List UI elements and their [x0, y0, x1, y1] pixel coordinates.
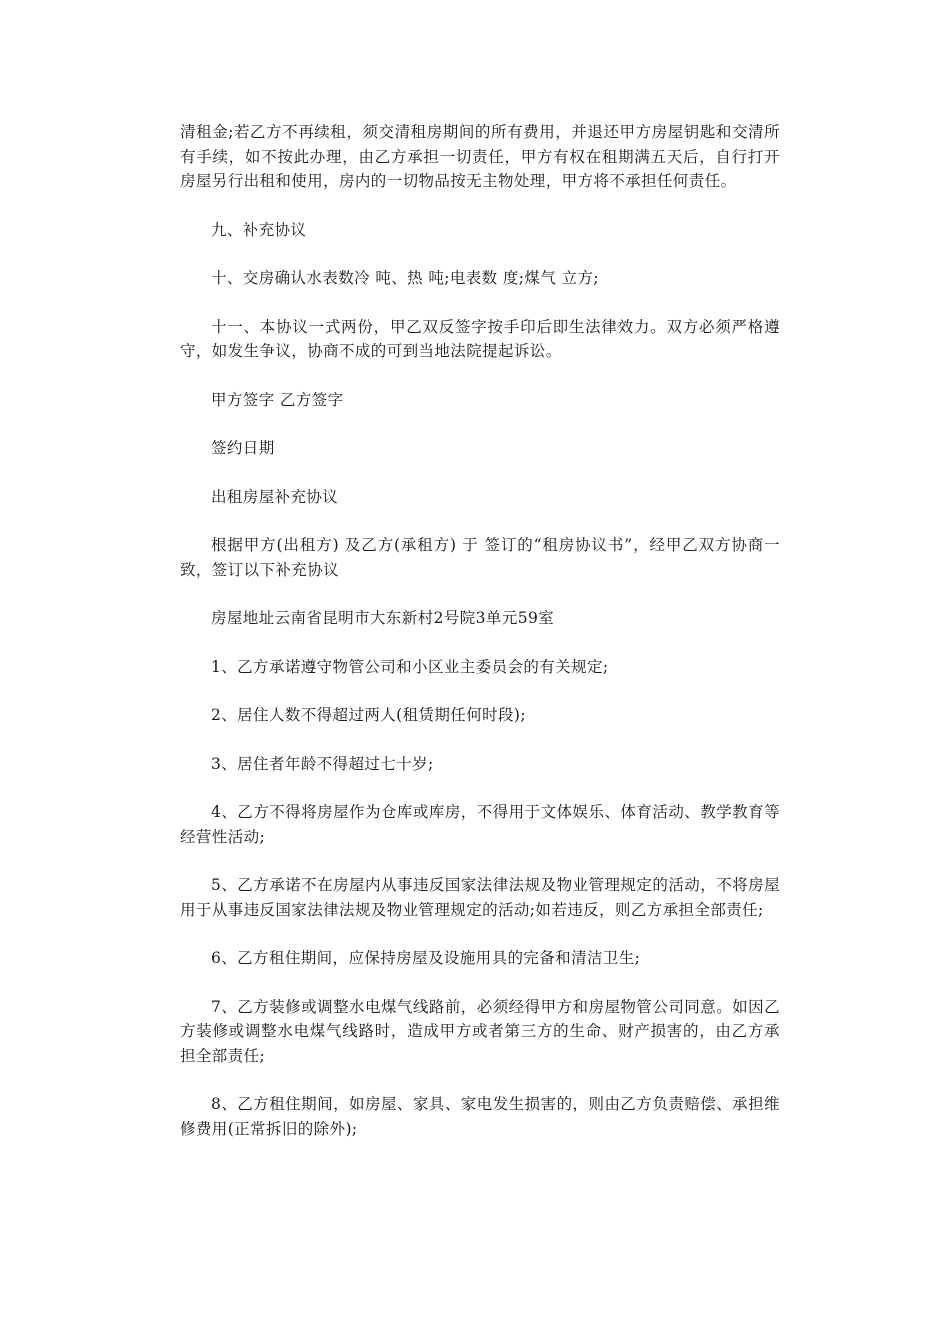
- paragraph-clause-3: 3、居住者年龄不得超过七十岁;: [211, 754, 434, 773]
- paragraph-lease-end-terms: 清租金;若乙方不再续租，须交清租房期间的所有费用，并退还甲方房屋钥匙和交清所有手续，如不按此办理，由乙方承担一切责任，甲方有权在租期满五天后，自行打开房屋另行出租和使用，房内的一切物品按无主物处理，甲方将不承担任何责任。: [180, 123, 780, 190]
- paragraph-supplementary-heading: 九、补充协议: [211, 220, 307, 239]
- paragraph-addendum-title: 出租房屋补充协议: [211, 487, 339, 506]
- paragraph-clause-7: 7、乙方装修或调整水电煤气线路前，必须经得甲方和房屋物管公司同意。如因乙方装修或调整水电煤气线路时，造成甲方或者第三方的生命、财产损害的，由乙方承担全部责任;: [180, 997, 780, 1065]
- paragraph-validity-clause: 十一、本协议一式两份，甲乙双反签字按手印后即生法律效力。双方必须严格遵守，如发生争议，协商不成的可到当地法院提起诉讼。: [180, 317, 780, 360]
- paragraph-signing-date: 签约日期: [211, 439, 275, 457]
- paragraph-addendum-preamble: 根据甲方(出租方) 及乙方(承租方) 于 签订的“租房协议书”，经甲乙双方协商一致，签订以下补充协议: [180, 536, 780, 579]
- paragraph-clause-2: 2、居住人数不得超过两人(租赁期任何时段);: [211, 706, 526, 724]
- paragraph-meter-readings: 十、交房确认水表数冷 吨、热 吨;电表数 度;煤气 立方;: [211, 269, 599, 287]
- paragraph-signatures: 甲方签字 乙方签字: [211, 390, 344, 409]
- paragraph-clause-4: 4、乙方不得将房屋作为仓库或库房，不得用于文体娱乐、体育活动、教学教育等经营性活动;: [180, 803, 780, 846]
- paragraph-clause-1: 1、乙方承诺遵守物管公司和小区业主委员会的有关规定;: [211, 657, 609, 676]
- document-body: [180, 120, 780, 1141]
- paragraph-property-address: 房屋地址云南省昆明市大东新村2号院3单元59室: [211, 609, 555, 627]
- paragraph-clause-5: 5、乙方承诺不在房屋内从事违反国家法律法规及物业管理规定的活动，不将房屋用于从事违反国家法律法规及物业管理规定的活动;如若违反，则乙方承担全部责任;: [180, 876, 780, 919]
- paragraph-clause-6: 6、乙方租住期间，应保持房屋及设施用具的完备和清洁卫生;: [211, 949, 641, 967]
- paragraph-clause-8: 8、乙方租住期间，如房屋、家具、家电发生损害的，则由乙方负责赔偿、承担维修费用(正常拆旧的除外);: [180, 1095, 780, 1138]
